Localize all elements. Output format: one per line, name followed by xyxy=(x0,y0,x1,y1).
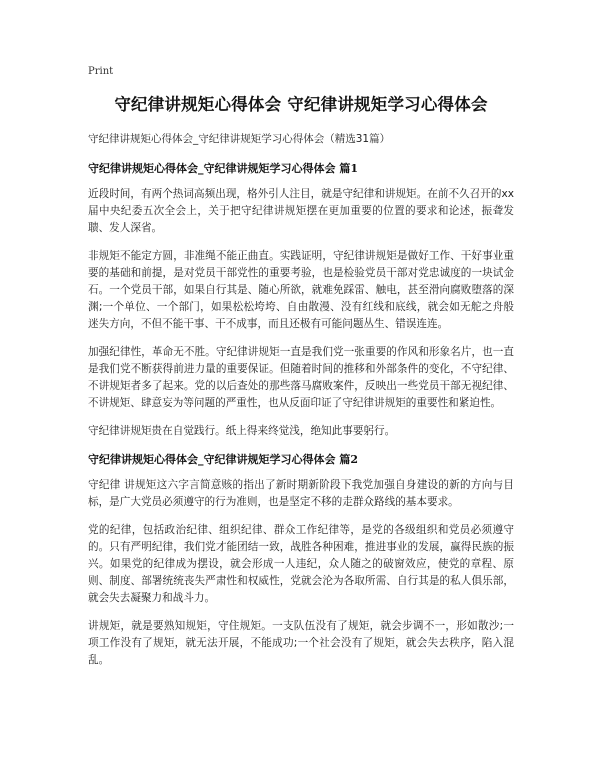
section-heading: 守纪律讲规矩心得体会_守纪律讲规矩学习心得体会 篇1 xyxy=(88,162,358,175)
section-heading: 守纪律讲规矩心得体会_守纪律讲规矩学习心得体会 篇2 xyxy=(88,453,358,466)
paragraph: 党的纪律，包括政治纪律、组织纪律、群众工作纪律等，是党的各级组织和党员必须遵守的。只有严明纪律，我们党才能团结一致，战胜各种困难，推进事业的发展，赢得民族的振兴。如果党的纪律成为摆设，就会形成一人违纪，众人随之的破窗效应，使党的章程、原则、制度、部署统统丧失严肃性和权威性，党就会沦为各取所需、自行其是的私人俱乐部，就会失去凝聚力和战斗力。 xyxy=(88,524,514,604)
document-page xyxy=(88,66,514,680)
section-2 xyxy=(88,451,514,669)
document-subtitle: 守纪律讲规矩心得体会_守纪律讲规矩学习心得体会（精选31篇） xyxy=(88,133,391,145)
print-link[interactable]: Print xyxy=(88,66,114,77)
page-title: 守纪律讲规矩心得体会 守纪律讲规矩学习心得体会 xyxy=(114,95,488,114)
paragraph: 近段时间，有两个热词高频出现，格外引人注目，就是守纪律和讲规矩。在前不久召开的xx届中央纪委五次全会上，关于把守纪律讲规矩摆在更加重要的位置的要求和论述，振聋发聩、发人深省。 xyxy=(88,188,514,234)
section-1 xyxy=(88,160,514,440)
paragraph: 守纪律讲规矩贵在自觉践行。纸上得来终觉浅，绝知此事要躬行。 xyxy=(88,425,396,437)
paragraph: 讲规矩，就是要熟知规矩，守住规矩。一支队伍没有了规矩，就会步调不一，形如散沙;一项工作没有了规矩，就无法开展，不能成功;一个社会没有了规矩，就会失去秩序，陷入混乱。 xyxy=(88,620,514,666)
paragraph: 加强纪律性，革命无不胜。守纪律讲规矩一直是我们党一张重要的作风和形象名片，也一直是我们党不断获得前进力量的重要保证。但随着时间的推移和外部条件的变化，不守纪律、不讲规矩者多了起来。党的以后查处的那些落马腐败案件，反映出一些党员干部无视纪律、不讲规矩、肆意妄为等问题的严重性，也从反面印证了守纪律讲规矩的重要性和紧迫性。 xyxy=(88,346,514,409)
paragraph: 守纪律 讲规矩这六字言简意赅的指出了新时期新阶段下我党加强自身建设的新的方向与目标，是广大党员必须遵守的行为准则，也是坚定不移的走群众路线的基本要求。 xyxy=(88,479,514,508)
paragraph: 非规矩不能定方圆，非准绳不能正曲直。实践证明，守纪律讲规矩是做好工作、干好事业重要的基础和前提，是对党员干部党性的重要考验，也是检验党员干部对党忠诚度的一块试金石。一个党员干部，如果自行其是、随心所欲，就难免踩雷、触电，甚至滑向腐败堕落的深渊;一个单位、一个部门，如果松松垮垮、自由散漫、没有红线和底线，就会如无舵之舟般迷失方向，不但不能干事、干不成事，而且还极有可能问题丛生、错误连连。 xyxy=(88,250,514,330)
